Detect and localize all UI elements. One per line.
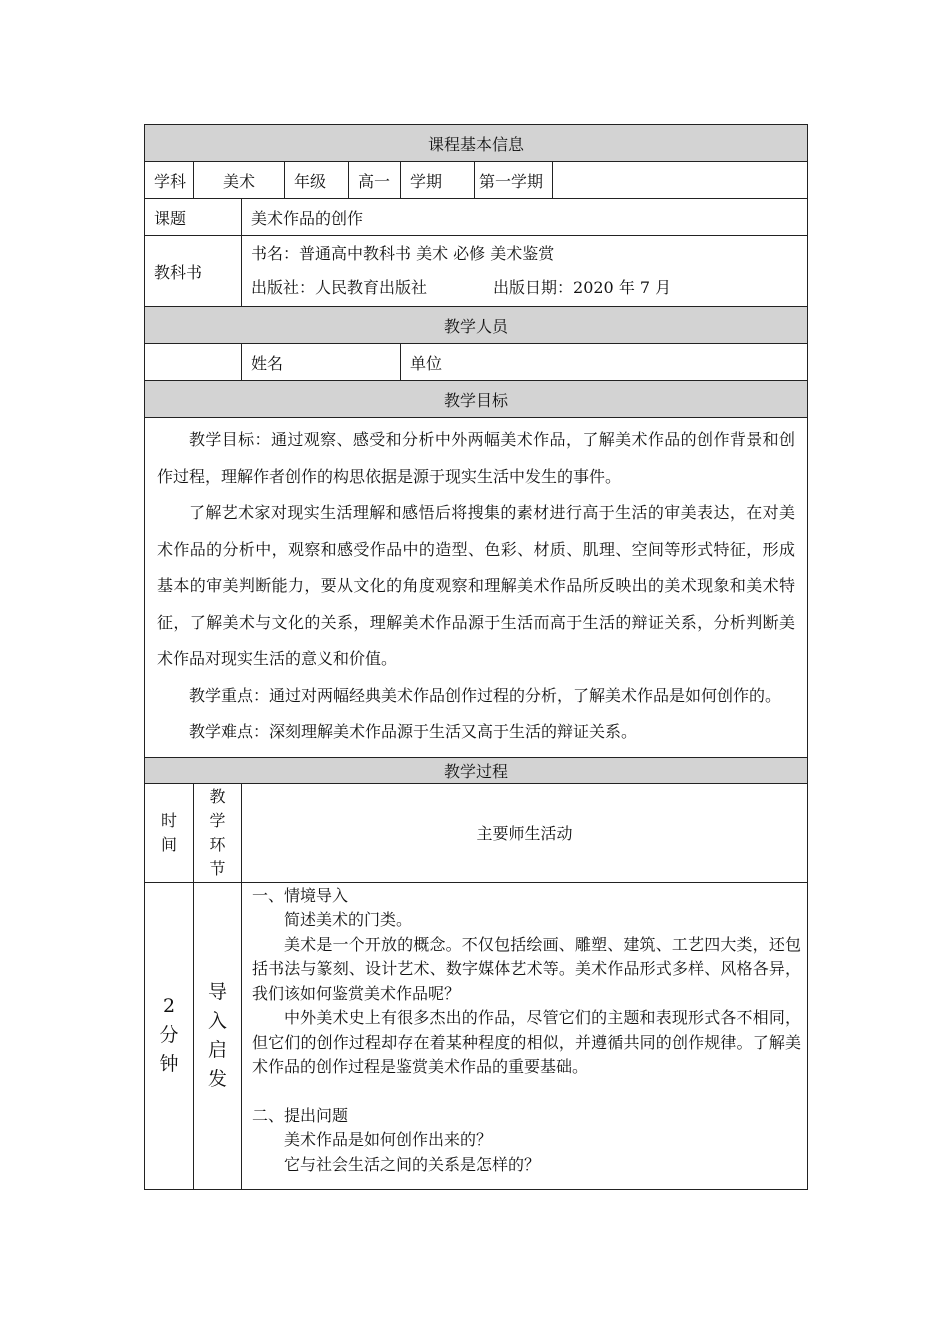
grade-value: 高一 (349, 162, 401, 199)
staff-name-label: 姓名 (242, 344, 401, 381)
textbook-label: 教科书 (145, 236, 242, 307)
book-name: 书名：普通高中教科书 美术 必修 美术鉴赏 (251, 244, 555, 263)
publisher-line (251, 271, 807, 305)
process-header: 教学过程 (145, 757, 808, 783)
section-heading: 二、提出问题 (252, 1105, 349, 1125)
publish-date: 出版日期：2020 年 7 月 (493, 278, 672, 297)
row-time-cell: 2 分 钟 (145, 882, 194, 1189)
staff-blank-cell (145, 344, 242, 381)
objectives-header: 教学目标 (145, 381, 808, 418)
stage-column-header: 教 学 环 节 (194, 783, 242, 882)
row-stage-cell: 导 入 启 发 (194, 882, 242, 1189)
objectives-body (145, 418, 808, 758)
question-line: 它与社会生活之间的关系是怎样的？ (284, 1154, 541, 1174)
term-value: 第一学期 (475, 162, 553, 199)
activity-line: 美术是一个开放的概念。不仅包括绘画、雕塑、建筑、工艺四大类，还包括书法与篆刻、设计艺术、数字媒体艺术等。美术作品形式多样、风格各异，我们该如何鉴赏美术作品呢？ (252, 934, 802, 1003)
key-point-paragraph: 教学重点：通过对两幅经典美术作品创作过程的分析，了解美术作品是如何创作的。 (189, 685, 782, 705)
lesson-plan-table (144, 124, 808, 1190)
grade-label: 年级 (285, 162, 349, 199)
activity-line: 中外美术史上有很多杰出的作品，尽管它们的主题和表现形式各不相同，但它们的创作过程却存在着某种程度的相似，并遵循共同的创作规律。了解美术作品的创作过程是鉴赏美术作品的重要基础。 (252, 1008, 802, 1076)
topic-label: 课题 (145, 199, 242, 236)
difficulty-paragraph: 教学难点：深刻理解美术作品源于生活又高于生活的辩证关系。 (189, 722, 638, 741)
publisher: 出版社：人民教育出版社 (251, 278, 428, 297)
term-label: 学期 (401, 162, 475, 199)
time-column-header: 时 间 (145, 783, 194, 882)
section-heading: 一、情境导入 (252, 885, 349, 905)
objective-paragraph: 了解艺术家对现实生活理解和感悟后将搜集的素材进行高于生活的审美表达，在对美术作品的分析中，观察和感受作品中的造型、色彩、材质、肌理、空间等形式特征，形成基本的审美判断能力，要从文化的角度观察和理解美术作品所反映出的美术现象和美术特征，了解美术与文化的关系，理解美术作品源于生活而高于生活的辩证关系，分析判断美术作品对现实生活的意义和价值。 (157, 503, 796, 668)
row-activity-cell (242, 882, 808, 1189)
question-line: 美术作品是如何创作出来的？ (284, 1130, 493, 1149)
textbook-info (242, 236, 808, 307)
basic-info-header: 课程基本信息 (145, 125, 808, 162)
lesson-plan-sheet (144, 124, 807, 1190)
staff-unit-label: 单位 (401, 344, 808, 381)
objective-paragraph: 教学目标：通过观察、感受和分析中外两幅美术作品，了解美术作品的创作背景和创作过程，理解作者创作的构思依据是源于现实生活中发生的事件。 (157, 430, 796, 486)
activity-line: 简述美术的门类。 (284, 910, 413, 929)
topic-value: 美术作品的创作 (242, 199, 808, 236)
subject-label: 学科 (145, 162, 194, 199)
empty-cell (553, 162, 808, 199)
staff-header: 教学人员 (145, 307, 808, 344)
activity-column-header: 主要师生活动 (242, 783, 808, 882)
subject-value: 美术 (194, 162, 285, 199)
